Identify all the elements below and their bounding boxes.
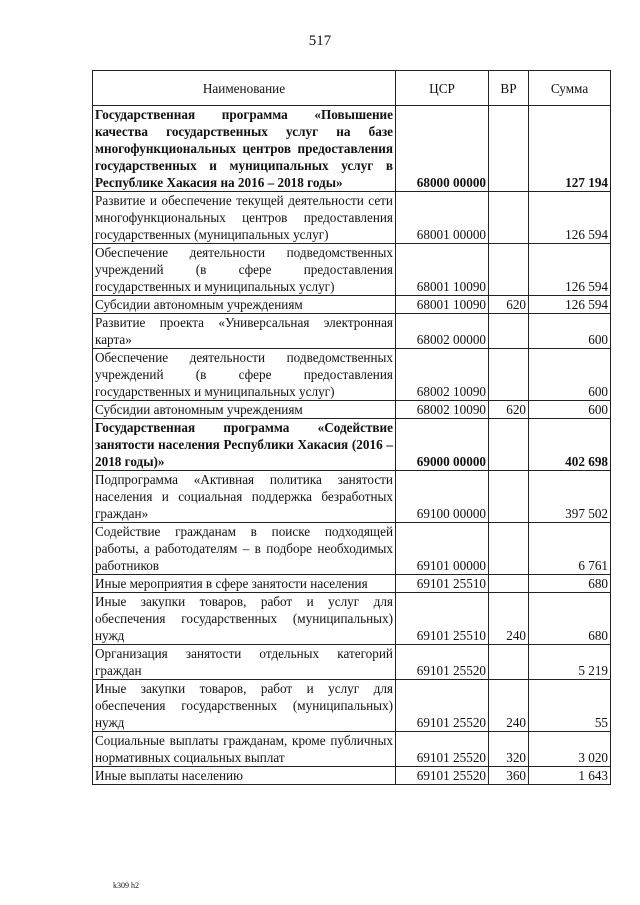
row-csr-cell: 69101 00000	[396, 523, 489, 575]
row-vr-cell: 360	[489, 767, 529, 785]
row-name-cell: Государственная программа «Повышение качества государственных услуг на базе многофункциональных центров предоставления государственных и муниципальных услуг в Республике Хакасия на 2016 – 2018 годы»	[93, 106, 396, 192]
table-row	[93, 645, 611, 680]
table-row	[93, 680, 611, 732]
row-csr-cell: 68001 00000	[396, 192, 489, 244]
header-name: Наименование	[93, 71, 396, 106]
row-name-cell: Иные закупки товаров, работ и услуг для обеспечения государственных (муниципальных) нужд	[93, 680, 396, 732]
row-sum-cell: 3 020	[529, 732, 611, 767]
row-vr-cell	[489, 575, 529, 593]
row-vr-cell	[489, 523, 529, 575]
row-sum-cell: 680	[529, 593, 611, 645]
row-vr-cell	[489, 106, 529, 192]
page-number: 517	[308, 33, 332, 49]
row-sum-cell: 126 594	[529, 192, 611, 244]
table-row	[93, 767, 611, 785]
row-name-cell: Субсидии автономным учреждениям	[93, 401, 396, 419]
table-row	[93, 192, 611, 244]
table-row	[93, 106, 611, 192]
row-name-cell: Иные мероприятия в сфере занятости населения	[93, 575, 396, 593]
table-row	[93, 523, 611, 575]
table-row	[93, 244, 611, 296]
row-name-cell: Обеспечение деятельности подведомственных учреждений (в сфере предоставления государственных и муниципальных услуг)	[93, 244, 396, 296]
row-vr-cell: 320	[489, 732, 529, 767]
row-vr-cell: 240	[489, 593, 529, 645]
row-name-cell: Иные выплаты населению	[93, 767, 396, 785]
row-csr-cell: 69100 00000	[396, 471, 489, 523]
row-vr-cell	[489, 192, 529, 244]
row-csr-cell: 69101 25520	[396, 680, 489, 732]
row-csr-cell: 68000 00000	[396, 106, 489, 192]
row-name-cell: Развитие проекта «Универсальная электронная карта»	[93, 314, 396, 349]
row-sum-cell: 397 502	[529, 471, 611, 523]
row-name-cell: Субсидии автономным учреждениям	[93, 296, 396, 314]
row-name-cell: Государственная программа «Содействие занятости населения Республики Хакасия (2016 – 2018 годы)»	[93, 419, 396, 471]
row-vr-cell	[489, 349, 529, 401]
table-row	[93, 419, 611, 471]
header-sum: Сумма	[529, 71, 611, 106]
footer-code: k309 h2	[113, 881, 139, 890]
row-sum-cell: 680	[529, 575, 611, 593]
row-sum-cell: 600	[529, 349, 611, 401]
row-name-cell: Развитие и обеспечение текущей деятельности сети многофункциональных центров предоставления государственных (муниципальных услуг)	[93, 192, 396, 244]
row-vr-cell	[489, 471, 529, 523]
table-row	[93, 471, 611, 523]
table-row	[93, 593, 611, 645]
row-vr-cell	[489, 419, 529, 471]
row-vr-cell: 240	[489, 680, 529, 732]
row-csr-cell: 68001 10090	[396, 244, 489, 296]
row-sum-cell: 1 643	[529, 767, 611, 785]
header-vr: ВР	[489, 71, 529, 106]
row-name-cell: Иные закупки товаров, работ и услуг для обеспечения государственных (муниципальных) нужд	[93, 593, 396, 645]
row-name-cell: Подпрограмма «Активная политика занятости населения и социальная поддержка безработных граждан»	[93, 471, 396, 523]
table-row	[93, 314, 611, 349]
row-vr-cell: 620	[489, 296, 529, 314]
row-vr-cell: 620	[489, 401, 529, 419]
row-sum-cell: 126 594	[529, 296, 611, 314]
table-row	[93, 732, 611, 767]
row-name-cell: Обеспечение деятельности подведомственных учреждений (в сфере предоставления государственных и муниципальных услуг)	[93, 349, 396, 401]
table-header-row	[93, 71, 611, 106]
row-csr-cell: 69101 25520	[396, 732, 489, 767]
row-csr-cell: 69000 00000	[396, 419, 489, 471]
row-csr-cell: 69101 25510	[396, 593, 489, 645]
header-csr: ЦСР	[396, 71, 489, 106]
table-row	[93, 349, 611, 401]
budget-table	[92, 70, 611, 785]
row-sum-cell: 55	[529, 680, 611, 732]
row-csr-cell: 69101 25520	[396, 645, 489, 680]
row-sum-cell: 127 194	[529, 106, 611, 192]
row-csr-cell: 68002 10090	[396, 401, 489, 419]
table-row	[93, 296, 611, 314]
row-sum-cell: 5 219	[529, 645, 611, 680]
row-vr-cell	[489, 314, 529, 349]
row-name-cell: Социальные выплаты гражданам, кроме публичных нормативных социальных выплат	[93, 732, 396, 767]
row-sum-cell: 402 698	[529, 419, 611, 471]
row-csr-cell: 68001 10090	[396, 296, 489, 314]
row-vr-cell	[489, 645, 529, 680]
row-vr-cell	[489, 244, 529, 296]
row-sum-cell: 126 594	[529, 244, 611, 296]
row-name-cell: Организация занятости отдельных категорий граждан	[93, 645, 396, 680]
row-csr-cell: 69101 25510	[396, 575, 489, 593]
table-row	[93, 575, 611, 593]
row-sum-cell: 600	[529, 314, 611, 349]
row-sum-cell: 600	[529, 401, 611, 419]
row-name-cell: Содействие гражданам в поиске подходящей работы, а работодателям – в подборе необходимых работников	[93, 523, 396, 575]
row-csr-cell: 69101 25520	[396, 767, 489, 785]
row-csr-cell: 68002 10090	[396, 349, 489, 401]
row-sum-cell: 6 761	[529, 523, 611, 575]
row-csr-cell: 68002 00000	[396, 314, 489, 349]
table-row	[93, 401, 611, 419]
